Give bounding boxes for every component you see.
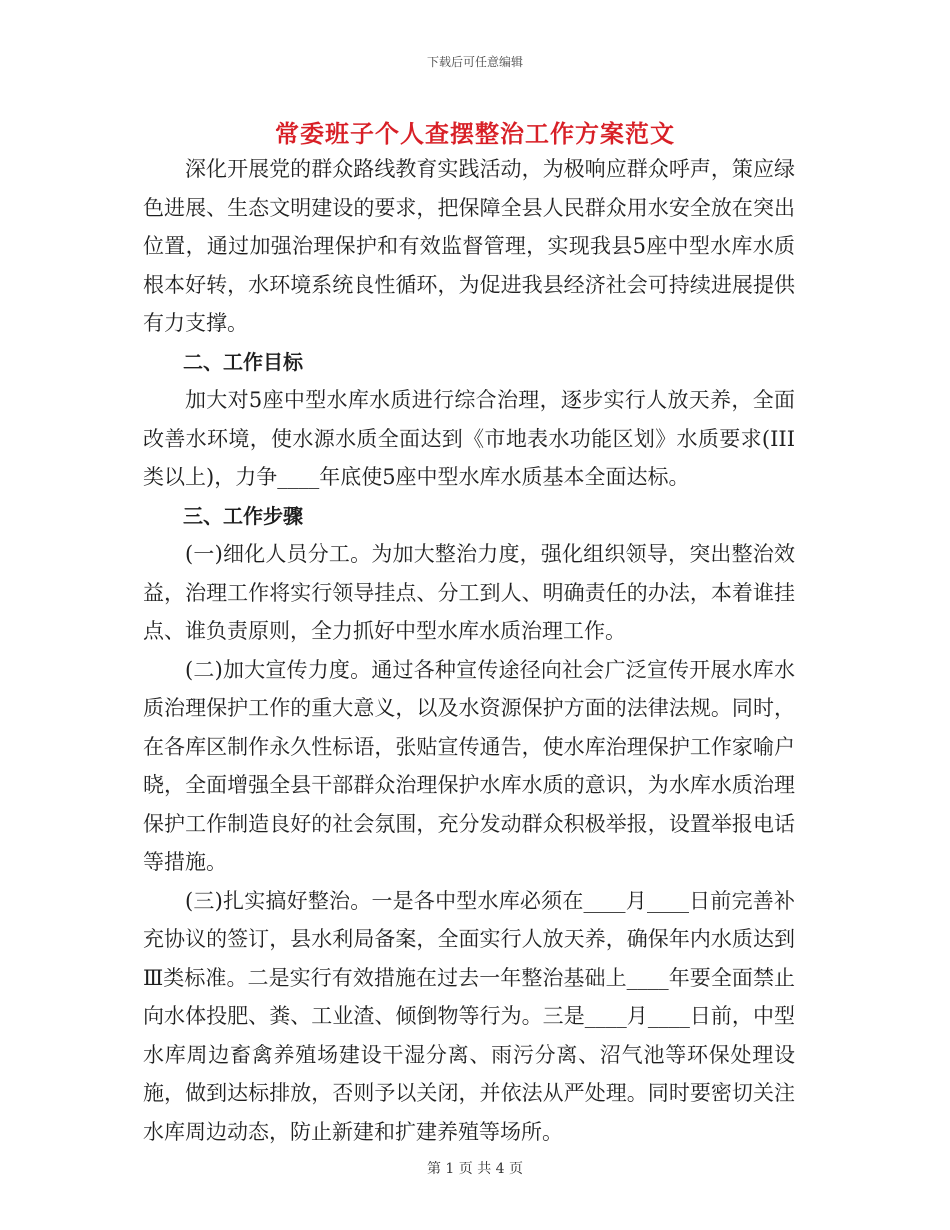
page-header-note: 下载后可任意编辑 [426, 55, 523, 69]
goals-paragraph: 加大对5座中型水库水质进行综合治理，逐步实行人放天养，全面改善水环境，使水源水质全面达到《市地表水功能区划》水质要求(III类以上)，力争____年底使5座中型水库水质基本全面达标。 [143, 388, 795, 489]
intro-paragraph: 深化开展党的群众路线教育实践活动，为极响应群众呼声，策应绿色进展、生态文明建设的要求，把保障全县人民群众用水安全放在突出位置，通过加强治理保护和有效监督管理，实现我县5座中型水库水质根本好转，水环境系统良性循环，为促进我县经济社会可持续进展提供有力支撑。 [143, 157, 795, 335]
page-footer-number: 第 1 页 共 4 页 [426, 1161, 524, 1177]
document-title: 常委班子个人查摆整治工作方案范文 [275, 119, 675, 148]
step-paragraph-3: (三)扎实搞好整治。一是各中型水库必须在____月____日前完善补充协议的签订，县水利局备案，全面实行人放天养，确保年内水质达到Ⅲ类标准。二是实行有效措施在过去一年整治基础上____年要全面禁止向水体投肥、粪、工业渣、倾倒物等行为。三是____月____日前，中型水库周边畜禽养殖场建设干湿分离、雨污分离、沼气池等环保处理设施，做到达标排放，否则予以关闭，并依法从严处理。同时要密切关注水库周边动态，防止新建和扩建养殖等场所。 [143, 888, 795, 1144]
section-heading-goals: 二、工作目标 [183, 349, 303, 374]
section-heading-steps: 三、工作步骤 [183, 503, 303, 528]
document-body [143, 150, 795, 1151]
step-paragraph-2: (二)加大宣传力度。通过各种宣传途径向社会广泛宣传开展水库水质治理保护工作的重大意义，以及水资源保护方面的法律法规。同时，在各库区制作永久性标语，张贴宣传通告，使水库治理保护工作家喻户晓，全面增强全县干部群众治理保护水库水质的意识，为水库水质治理保护工作制造良好的社会氛围，充分发动群众积极举报，设置举报电话等措施。 [143, 657, 795, 874]
step-paragraph-1: (一)细化人员分工。为加大整治力度，强化组织领导，突出整治效益，治理工作将实行领导挂点、分工到人、明确责任的办法，本着谁挂点、谁负责原则，全力抓好中型水库水质治理工作。 [143, 542, 795, 643]
